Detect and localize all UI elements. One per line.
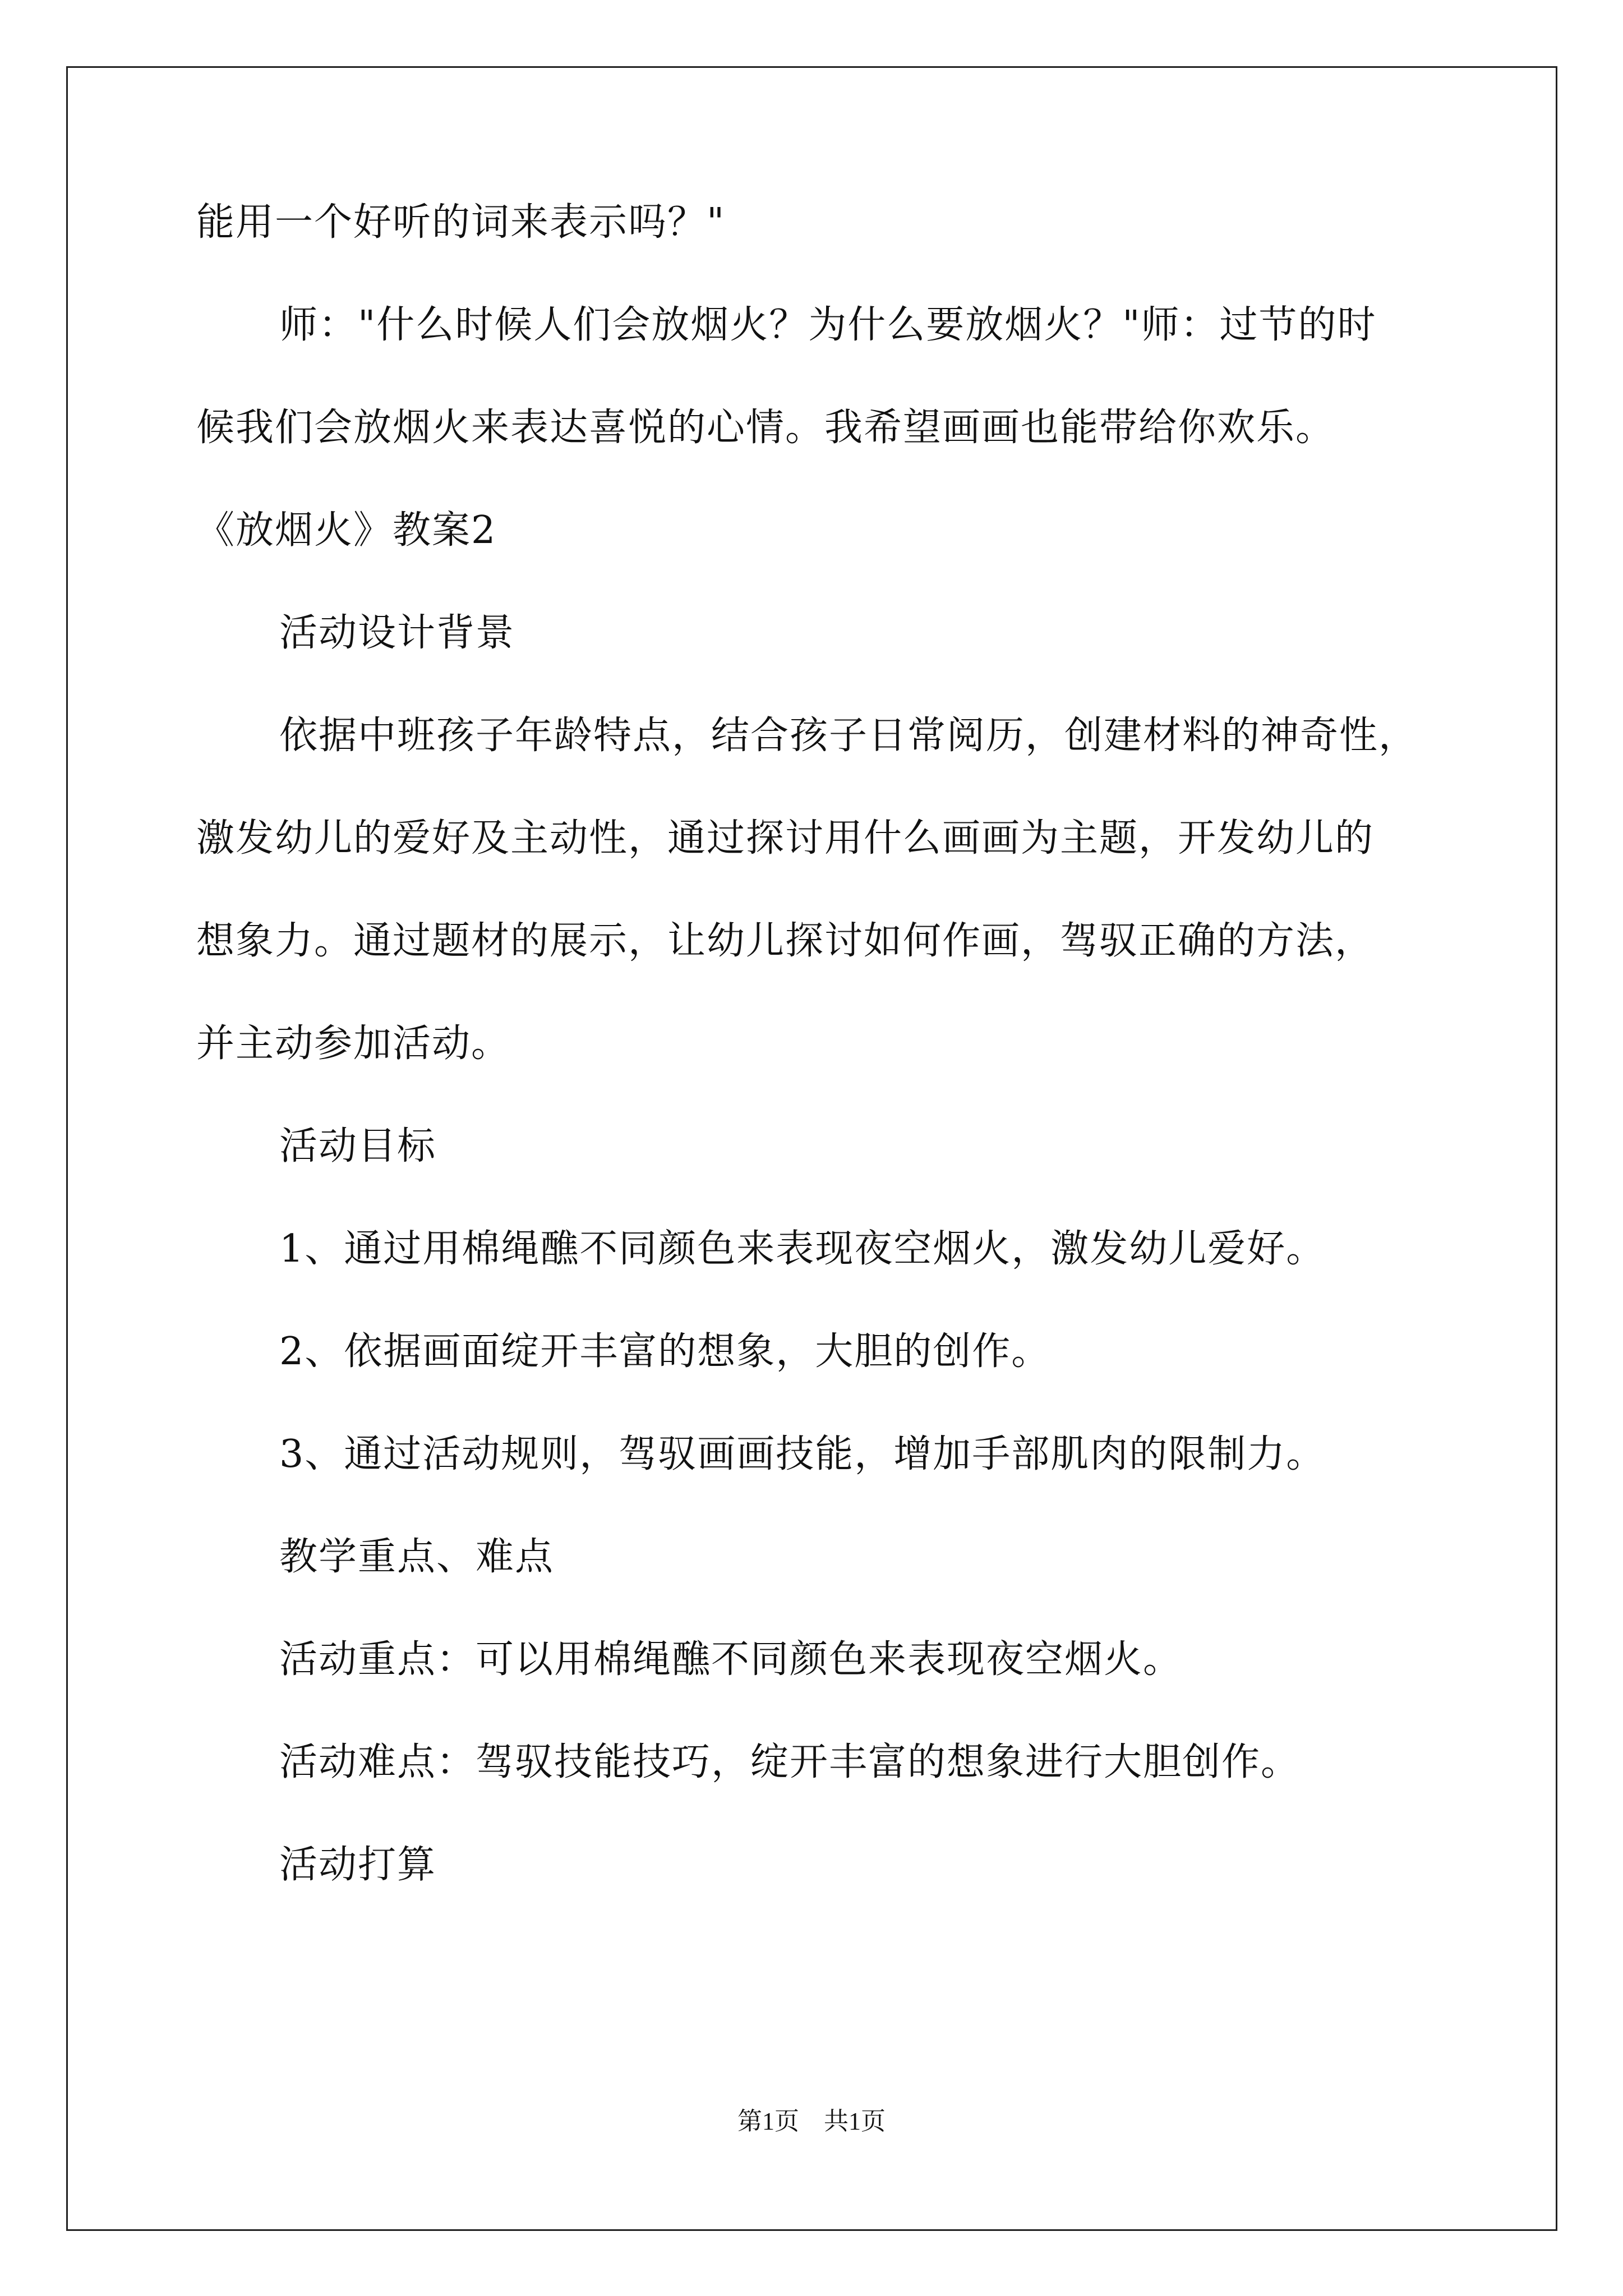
goal-item-2: 2、依据画面绽开丰富的想象，大胆的创作。: [279, 1329, 1051, 1374]
page-footer: 第1页 共1页: [737, 2108, 886, 2135]
heading-goals: 活动目标: [279, 1124, 437, 1168]
heading-preparation: 活动打算: [279, 1843, 437, 1887]
goal-item-3: 3、通过活动规则，驾驭画画技能，增加手部肌肉的限制力。: [279, 1432, 1326, 1476]
heading-key-points: 教学重点、难点: [279, 1535, 555, 1579]
text-line-9: 并主动参加活动。: [196, 1022, 511, 1066]
key-point-focus: 活动重点：可以用棉绳醮不同颜色来表现夜空烟火。: [279, 1637, 1183, 1682]
text-line-8: 想象力。通过题材的展示，让幼儿探讨如何作画，驾驭正确的方法，: [196, 919, 1375, 963]
key-point-difficulty: 活动难点：驾驭技能技巧，绽开丰富的想象进行大胆创作。: [279, 1740, 1301, 1784]
goal-item-1: 1、通过用棉绳醮不同颜色来表现夜空烟火，激发幼儿爱好。: [279, 1227, 1326, 1271]
section-heading-lesson-2: 《放烟火》教案2: [196, 508, 497, 553]
text-line-3: 候我们会放烟火来表达喜悦的心情。我希望画画也能带给你欢乐。: [196, 406, 1335, 450]
text-line-2: 师："什么时候人们会放烟火？为什么要放烟火？"师：过节的时: [279, 303, 1377, 347]
text-line-1: 能用一个好听的词来表示吗？": [196, 200, 726, 245]
heading-background: 活动设计背景: [279, 611, 515, 655]
text-line-7: 激发幼儿的爱好及主动性，通过探讨用什么画画为主题，开发幼儿的: [196, 816, 1375, 861]
text-line-6: 依据中班孩子年龄特点，结合孩子日常阅历，创建材料的神奇性，: [279, 714, 1418, 758]
